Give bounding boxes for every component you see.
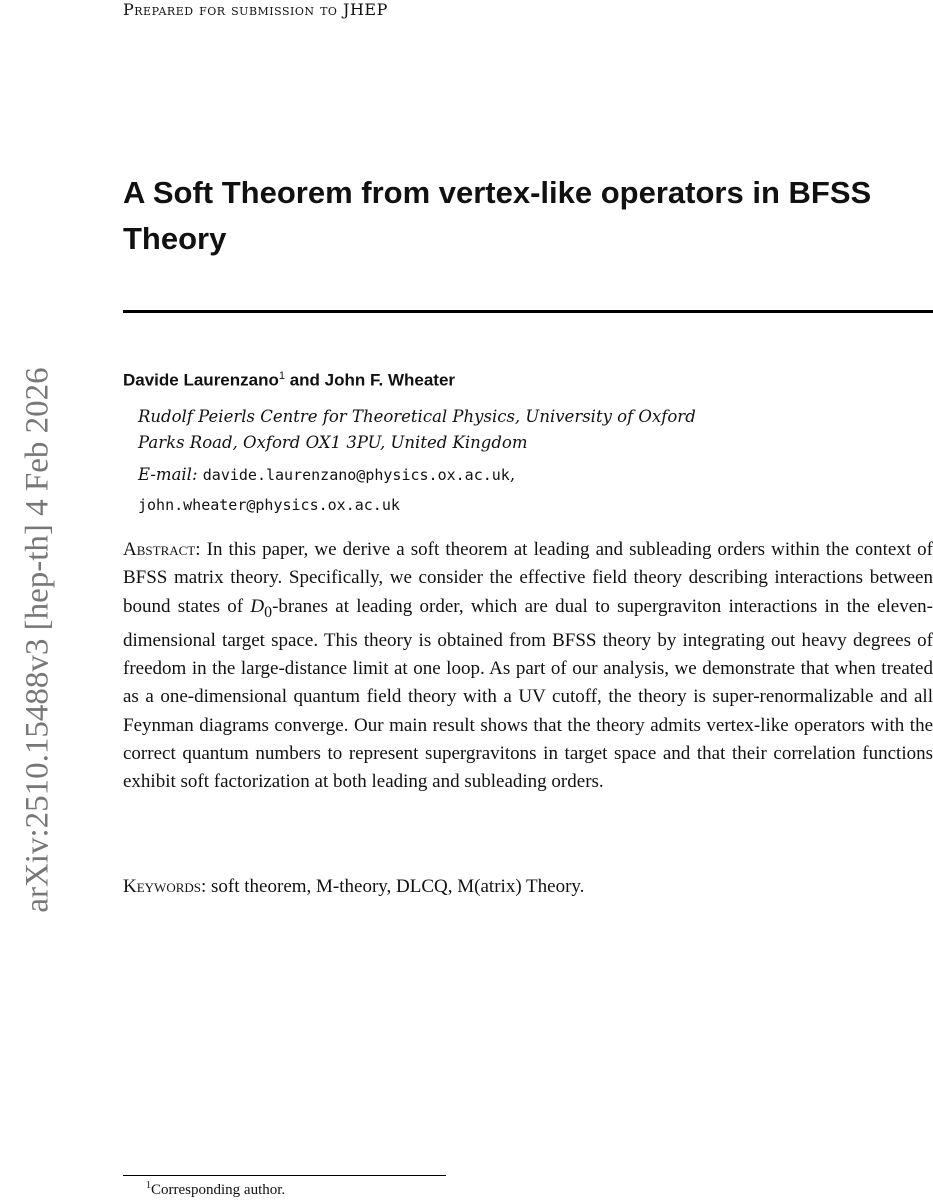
keywords-text: soft theorem, M-theory, DLCQ, M(atrix) Theory. (206, 876, 585, 897)
journal-preparation-note: Prepared for submission to JHEP (123, 0, 388, 19)
footnote-mark: 1 (146, 1180, 151, 1191)
footnote (146, 1180, 285, 1199)
email-block (138, 460, 515, 520)
footnote-mark: 1 (278, 370, 285, 382)
author-list (123, 370, 455, 391)
email-label: E-mail: (138, 465, 198, 484)
math-variable: D (250, 595, 265, 617)
footnote-text: Corresponding author. (151, 1182, 286, 1198)
arxiv-identifier: arXiv:2510.15488v3 [hep-th] 4 Feb 2026 (19, 367, 56, 913)
keywords (123, 876, 933, 898)
affiliation (138, 404, 696, 456)
author-conjunction: and (285, 370, 325, 390)
affiliation-line: Parks Road, Oxford OX1 3PU, United Kingdom (138, 433, 528, 452)
abstract-label: Abstract: (123, 539, 201, 560)
author-name: John F. Wheater (324, 370, 456, 390)
paper-title: A Soft Theorem from vertex-like operators in BFSS Theory (123, 175, 872, 256)
math-subscript: 0 (264, 603, 273, 621)
keywords-label: Keywords: (123, 876, 207, 897)
email-link[interactable]: john.wheater@physics.ox.ac.uk (138, 496, 400, 514)
affiliation-line: Rudolf Peierls Centre for Theoretical Physics, University of Oxford (138, 407, 696, 426)
abstract-text: -branes at leading order, which are dual to supergraviton interactions in the eleven-dimensional target space. This theory is obtained from BFSS theory by integrating out heavy degrees of freedom in the large-distance limit at one loop. As part of our analysis, we demonstrate that when treated as a one-dimensional quantum field theory with a UV cutoff, the theory is super-renormalizable and all Feynman diagrams converge. Our main result shows that the theory admits vertex-like operators with the correct quantum numbers to represent supergravitons in target space and that their correlation functions exhibit soft factorization at both leading and subleading orders. (123, 595, 933, 793)
title-rule (123, 310, 933, 313)
abstract-text: In this paper, we derive a soft theorem at leading and subleading orders within the context of BFSS matrix theory. Specifically, we consider the effective field theory describing interactions between bound states of (123, 539, 933, 617)
email-link[interactable]: davide.laurenzano@physics.ox.ac.uk (202, 466, 510, 484)
author-name: Davide Laurenzano (123, 370, 279, 390)
email-separator: , (509, 465, 516, 484)
footnote-rule (123, 1175, 446, 1176)
abstract (123, 536, 933, 796)
